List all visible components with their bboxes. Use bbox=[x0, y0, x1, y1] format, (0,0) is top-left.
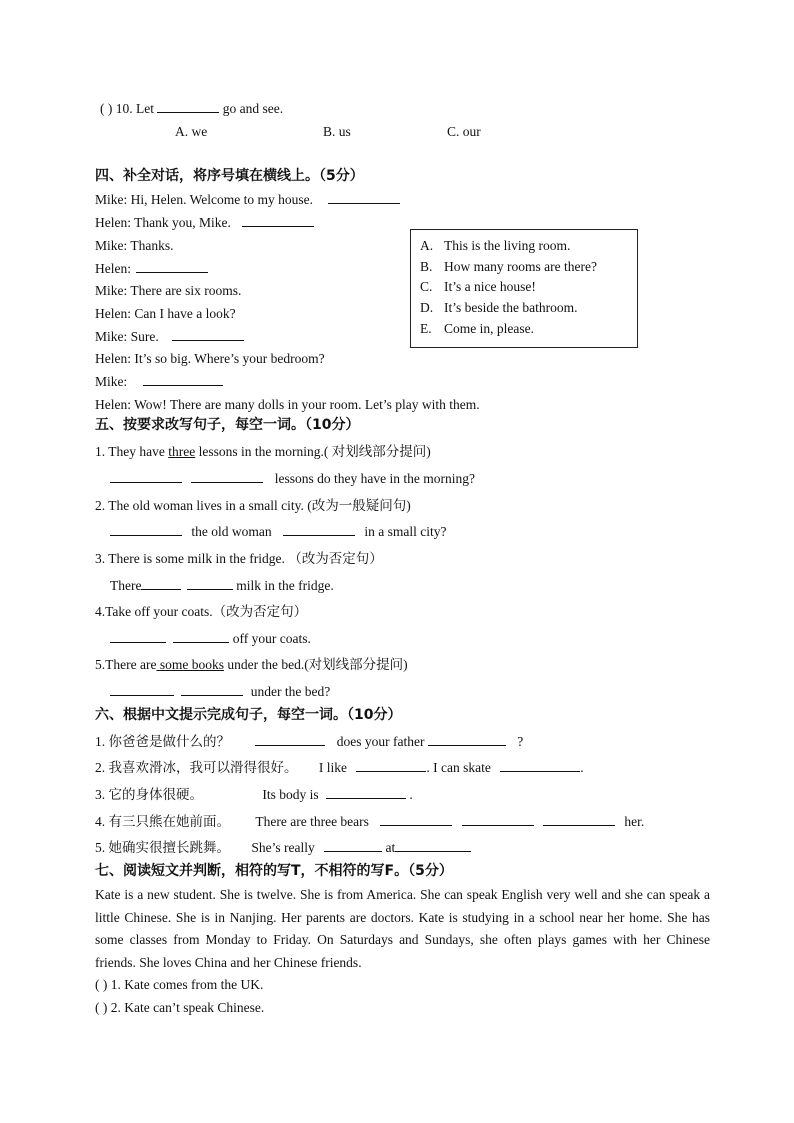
answer-blank[interactable] bbox=[255, 733, 325, 746]
answer-blank[interactable] bbox=[462, 813, 534, 826]
chinese-prompt: 2. 我喜欢滑冰，我可以滑得很好。 bbox=[95, 760, 298, 775]
question-text: under the bed.(对划线部分提问) bbox=[223, 657, 408, 672]
answer-blank[interactable] bbox=[110, 630, 166, 643]
answer-blank[interactable] bbox=[141, 577, 181, 590]
section-7-title: 七、阅读短文并判断，相符的写T，不相符的写F。（5分） bbox=[95, 863, 453, 879]
answer-blank[interactable] bbox=[324, 839, 382, 852]
question-text: 5.There are bbox=[95, 657, 157, 672]
option-letter: C. bbox=[420, 279, 433, 294]
question-stem: 10. Let bbox=[115, 101, 154, 116]
section-6-title: 六、根据中文提示完成句子，每空一词。（10分） bbox=[95, 707, 402, 723]
rewrite-question-1 bbox=[95, 443, 431, 461]
answer-blank[interactable] bbox=[110, 470, 182, 483]
dialogue-text: Helen: It’s so big. Where’s your bedroom? bbox=[95, 351, 325, 366]
answer-blank[interactable] bbox=[326, 786, 406, 799]
rewrite-answer-3 bbox=[110, 577, 334, 595]
option-letter: D. bbox=[420, 300, 434, 315]
dialogue-text: Helen: Can I have a look? bbox=[95, 306, 236, 321]
dialogue-blank[interactable] bbox=[143, 373, 223, 386]
answer-text: . I can skate bbox=[426, 760, 491, 775]
dialogue-text: Helen: bbox=[95, 261, 131, 276]
underlined-phrase: some books bbox=[156, 657, 224, 672]
rewrite-question-3: 3. There is some milk in the fridge. （改为否定句） bbox=[95, 551, 383, 566]
dialogue-line bbox=[95, 305, 236, 323]
dialogue-line bbox=[95, 396, 480, 414]
answer-blank[interactable] bbox=[110, 523, 182, 536]
chinese-prompt: 3. 它的身体很硬。 bbox=[95, 787, 203, 802]
option-text: How many rooms are there? bbox=[444, 259, 597, 274]
question-10 bbox=[100, 100, 283, 118]
option-letter: E. bbox=[420, 321, 432, 336]
answer-text: the old woman bbox=[191, 524, 272, 539]
dialogue-option bbox=[420, 320, 534, 338]
answer-text: lessons do they have in the morning? bbox=[274, 471, 475, 486]
dialogue-line bbox=[95, 282, 241, 300]
answer-paren: ( ) bbox=[100, 101, 113, 116]
dialogue-text: Helen: Wow! There are many dolls in your room. Let’s play with them. bbox=[95, 397, 480, 412]
dialogue-line bbox=[95, 260, 208, 278]
question-text: 1. They have bbox=[95, 444, 169, 459]
answer-text: does your father bbox=[336, 734, 425, 749]
translation-question-1 bbox=[95, 733, 523, 751]
answer-text: milk in the fridge. bbox=[236, 578, 334, 593]
answer-text: in a small city? bbox=[364, 524, 447, 539]
answer-text: . bbox=[580, 760, 584, 775]
answer-text: under the bed? bbox=[250, 684, 331, 699]
option-a: A. we bbox=[175, 124, 208, 139]
chinese-prompt: 5. 她确实很擅长跳舞。 bbox=[95, 840, 230, 855]
rewrite-answer-1 bbox=[110, 470, 475, 488]
answer-blank[interactable] bbox=[191, 470, 263, 483]
answer-text: Its body is bbox=[262, 787, 319, 802]
dialogue-text: Mike: bbox=[95, 374, 128, 389]
dialogue-option bbox=[420, 258, 597, 276]
option-text: Come in, please. bbox=[444, 321, 534, 336]
answer-blank[interactable] bbox=[187, 577, 233, 590]
answer-text: ? bbox=[517, 734, 524, 749]
rewrite-question-5 bbox=[95, 656, 408, 674]
answer-blank[interactable] bbox=[500, 759, 580, 772]
answer-text: I like bbox=[318, 760, 347, 775]
question-stem-end: go and see. bbox=[222, 101, 284, 116]
dialogue-line bbox=[95, 214, 314, 232]
answer-text: There bbox=[110, 578, 142, 593]
underlined-word: three bbox=[168, 444, 196, 459]
option-letter: A. bbox=[420, 238, 434, 253]
option-text: This is the living room. bbox=[444, 238, 571, 253]
answer-blank[interactable] bbox=[395, 839, 471, 852]
chinese-prompt: 1. 你爸爸是做什么的？ bbox=[95, 734, 230, 749]
answer-blank[interactable] bbox=[356, 759, 426, 772]
option-letter: B. bbox=[420, 259, 433, 274]
dialogue-line bbox=[95, 328, 244, 346]
dialogue-text: Mike: Hi, Helen. Welcome to my house. bbox=[95, 192, 313, 207]
rewrite-question-2: 2. The old woman lives in a small city. (改为一般疑问句) bbox=[95, 498, 411, 513]
option-c: C. our bbox=[447, 124, 481, 139]
answer-blank[interactable] bbox=[543, 813, 615, 826]
dialogue-text: Mike: There are six rooms. bbox=[95, 283, 242, 298]
translation-question-3 bbox=[95, 786, 413, 804]
answer-blank[interactable] bbox=[110, 683, 174, 696]
dialogue-option bbox=[420, 237, 570, 255]
dialogue-text: Helen: Thank you, Mike. bbox=[95, 215, 231, 230]
dialogue-option bbox=[420, 299, 577, 317]
answer-blank[interactable] bbox=[283, 523, 355, 536]
dialogue-blank[interactable] bbox=[242, 214, 314, 227]
section-5-title: 五、按要求改写句子，每空一词。（10分） bbox=[95, 417, 360, 433]
dialogue-line bbox=[95, 350, 325, 368]
answer-text: at bbox=[385, 840, 396, 855]
judgement-question-2: ( ) 2. Kate can’t speak Chinese. bbox=[95, 1000, 265, 1015]
dialogue-line bbox=[95, 191, 400, 209]
answer-text: There are three bears bbox=[255, 814, 369, 829]
dialogue-text: Mike: Thanks. bbox=[95, 238, 174, 253]
dialogue-blank[interactable] bbox=[172, 328, 244, 341]
chinese-prompt: 4. 有三只熊在她前面。 bbox=[95, 814, 230, 829]
dialogue-blank[interactable] bbox=[328, 191, 400, 204]
judgement-question-1: ( ) 1. Kate comes from the UK. bbox=[95, 977, 264, 992]
rewrite-answer-5 bbox=[110, 683, 330, 701]
answer-text: She’s really bbox=[251, 840, 315, 855]
rewrite-answer-2 bbox=[110, 523, 446, 541]
question-text: lessons in the morning.( 对划线部分提问) bbox=[195, 444, 431, 459]
answer-text: her. bbox=[624, 814, 645, 829]
section-4-title: 四、补全对话，将序号填在横线上。（5分） bbox=[95, 168, 364, 184]
answer-text: off your coats. bbox=[232, 631, 311, 646]
answer-text: . bbox=[409, 787, 413, 802]
rewrite-question-4: 4.Take off your coats.（改为否定句） bbox=[95, 604, 308, 619]
rewrite-answer-4 bbox=[110, 630, 311, 648]
reading-passage: Kate is a new student. She is twelve. She is from America. She can speak English very well and she can speak a little Chinese. She is in Nanjing. Her parents are doctors. Kate is studying in a school near her home. She has some classes from Monday to Friday. On Saturdays and Sundays, she often plays games with her Chinese friends. She loves China and her Chinese friends. bbox=[95, 887, 710, 970]
translation-question-2 bbox=[95, 759, 584, 777]
dialogue-options-box bbox=[410, 229, 638, 348]
translation-question-4 bbox=[95, 813, 644, 831]
dialogue-line bbox=[95, 237, 174, 255]
dialogue-blank[interactable] bbox=[136, 260, 208, 273]
translation-question-5 bbox=[95, 839, 471, 857]
option-text: It’s a nice house! bbox=[444, 279, 536, 294]
dialogue-line bbox=[95, 373, 223, 391]
dialogue-option bbox=[420, 278, 536, 296]
dialogue-text: Mike: Sure. bbox=[95, 329, 159, 344]
answer-blank[interactable] bbox=[380, 813, 452, 826]
answer-blank[interactable] bbox=[428, 733, 506, 746]
answer-blank[interactable] bbox=[173, 630, 229, 643]
answer-blank[interactable] bbox=[157, 100, 219, 113]
answer-blank[interactable] bbox=[181, 683, 243, 696]
option-text: It’s beside the bathroom. bbox=[444, 300, 578, 315]
option-b: B. us bbox=[323, 124, 351, 139]
